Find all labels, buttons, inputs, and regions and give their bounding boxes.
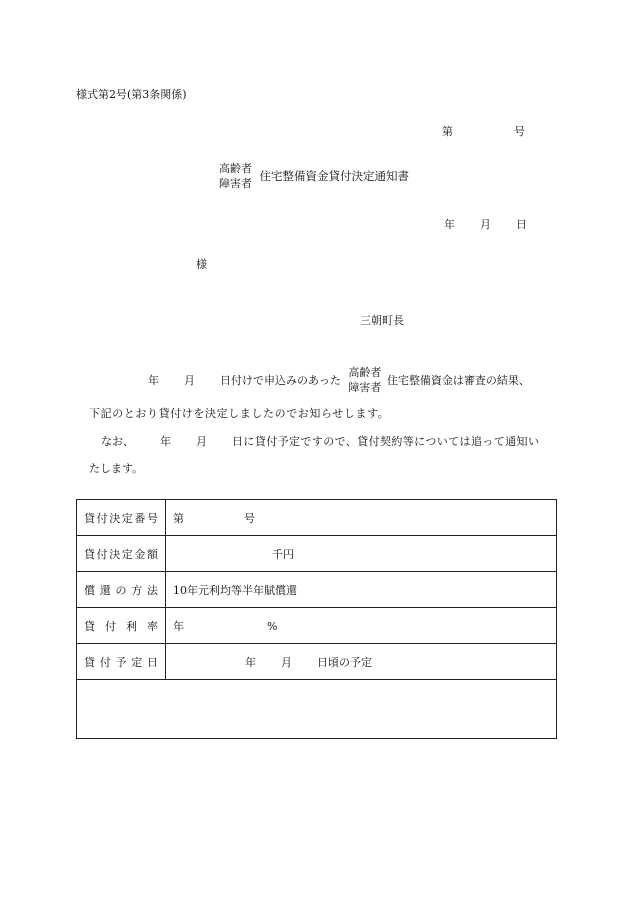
table-row <box>77 536 557 572</box>
table-row <box>77 644 557 680</box>
blank-notes-cell <box>77 680 557 739</box>
document-number-line <box>442 123 525 139</box>
number-suffix: 号 <box>514 125 525 138</box>
number-prefix: 第 <box>442 125 453 138</box>
date-year: 年 <box>444 218 455 231</box>
p1-tail: 住宅整備資金は審査の結果、 <box>386 374 530 387</box>
body-paragraph-2 <box>101 433 539 449</box>
date-day: 日 <box>516 218 527 231</box>
row-label-decision-amount: 貸付決定金額 <box>77 536 166 572</box>
table-row <box>77 572 557 608</box>
row-label-scheduled-date: 貸付予定日 <box>77 644 166 680</box>
row-label-repayment-method: 償還の方法 <box>77 572 166 608</box>
p2-text: 日に貸付予定ですので、貸付契約等については追って通知い <box>232 435 540 448</box>
form-number: 様式第2号(第3条関係) <box>76 88 187 101</box>
p1-text: 日付けで申込みのあった <box>220 374 341 387</box>
p2-year: 年 <box>160 435 171 448</box>
row-label-interest-rate: 貸付利率 <box>77 608 166 644</box>
loan-info-table <box>76 499 557 739</box>
table-row <box>77 500 557 536</box>
body-paragraph-1-line-2: 下記のとおり貸付けを決定しましたのでお知らせします。 <box>89 407 390 420</box>
title-prefix-bottom: 障害者 <box>219 177 252 190</box>
p2-month: 月 <box>196 435 207 448</box>
row-label-decision-number: 貸付決定番号 <box>77 500 166 536</box>
p2-start: なお、 <box>101 435 134 448</box>
addressee-suffix: 様 <box>196 258 207 271</box>
issuer: 三朝町長 <box>360 314 404 327</box>
date-month: 月 <box>480 218 491 231</box>
table-row <box>77 608 557 644</box>
row-value-repayment-method: 10年元利均等半年賦償還 <box>166 572 557 608</box>
title-prefix-top: 高齢者 <box>219 162 252 175</box>
body-paragraph-1 <box>148 365 530 395</box>
title-prefix-stack <box>219 161 252 191</box>
p1-prefix-top: 高齢者 <box>348 366 382 379</box>
p1-year: 年 <box>148 374 159 387</box>
row-value-interest-rate: 年 % <box>166 608 557 644</box>
row-value-scheduled-date: 年 月 日頃の予定 <box>166 644 557 680</box>
table-row-blank <box>77 680 557 739</box>
body-paragraph-2-line-2: たします。 <box>89 462 144 475</box>
document-title <box>219 161 409 191</box>
date-line <box>444 216 527 232</box>
p1-prefix-bottom: 障害者 <box>348 381 382 394</box>
row-value-decision-number: 第 号 <box>166 500 557 536</box>
p1-prefix-stack <box>348 365 381 395</box>
p1-month: 月 <box>184 374 195 387</box>
title-main: 住宅整備資金貸付決定通知書 <box>259 169 409 183</box>
row-value-decision-amount: 千円 <box>166 536 557 572</box>
